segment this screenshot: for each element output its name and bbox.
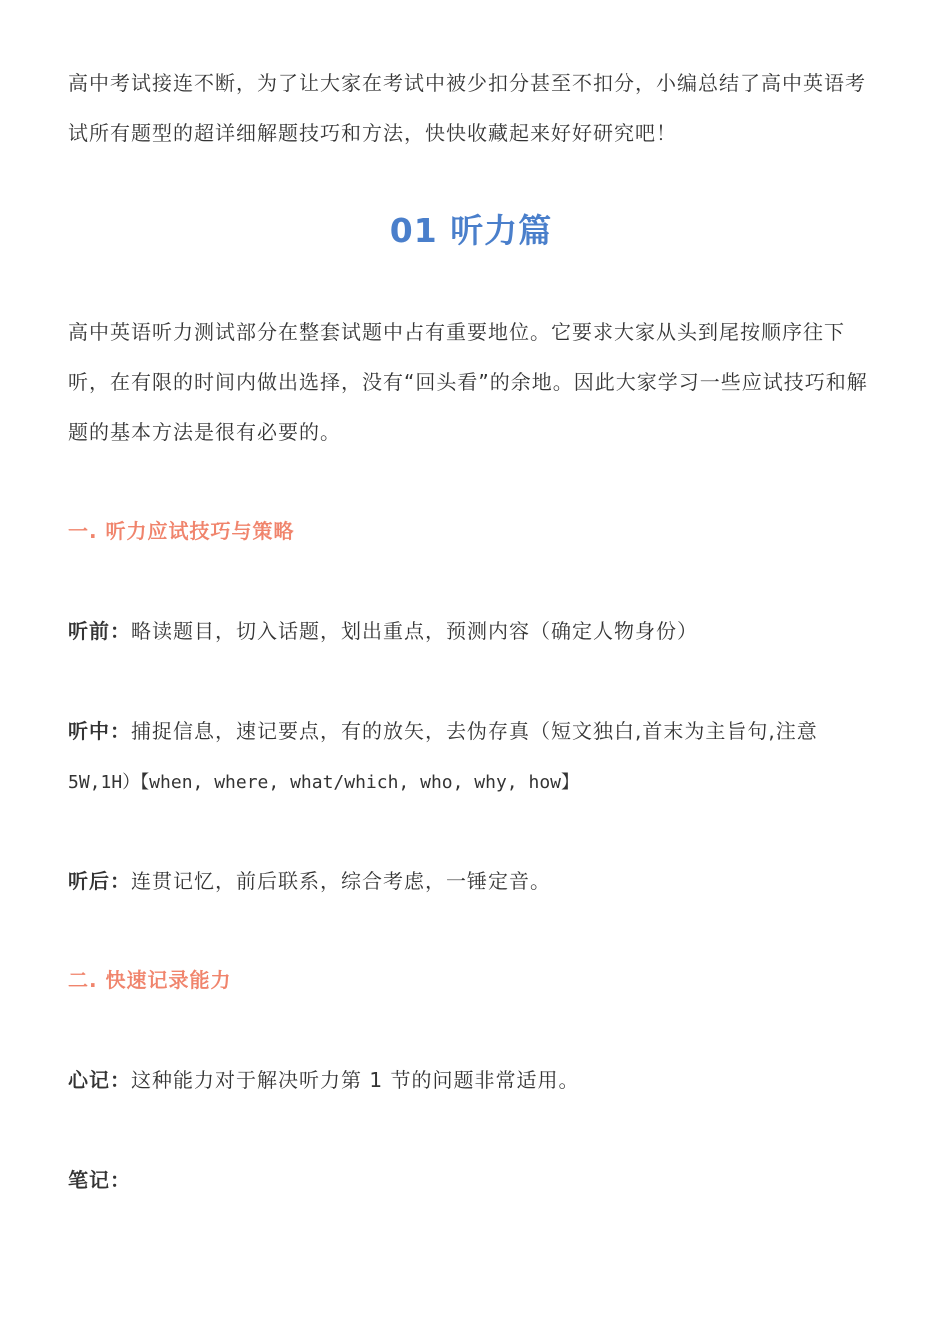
section-title-strategies: 一. 听力应试技巧与策略 xyxy=(68,519,295,543)
after-listening-label: 听后： xyxy=(68,869,131,893)
listening-intro-paragraph: 高中英语听力测试部分在整套试题中占有重要地位。它要求大家从头到尾按顺序往下听，在有限的时间内做出选择，没有“回头看”的余地。因此大家学习一些应试技巧和解题的基本方法是很有必要的。 xyxy=(68,320,868,444)
before-listening-text: 略读题目，切入话题，划出重点，预测内容（确定人物身份） xyxy=(131,619,698,643)
mind-note-item xyxy=(68,1055,874,1105)
written-note-label: 笔记： xyxy=(68,1168,131,1192)
section-title-quick-notes: 二. 快速记录能力 xyxy=(68,968,232,992)
after-listening-text: 连贯记忆，前后联系，综合考虑，一锤定音。 xyxy=(131,869,551,893)
mind-note-text: 这种能力对于解决听力第 1 节的问题非常适用。 xyxy=(131,1068,580,1092)
before-listening-label: 听前： xyxy=(68,619,131,643)
during-listening-item xyxy=(68,706,874,808)
written-note-item xyxy=(68,1155,874,1205)
during-listening-text: 捕捉信息，速记要点，有的放矢，去伪存真（短文独白,首末为主旨句,注意 xyxy=(131,719,818,743)
during-listening-label: 听中： xyxy=(68,719,131,743)
during-listening-text-cont: 5W,1H）【when, where, what/which, who, why, how】 xyxy=(68,772,579,793)
after-listening-item xyxy=(68,856,874,906)
section-heading-listening: 01 听力篇 xyxy=(389,211,553,250)
mind-note-label: 心记： xyxy=(68,1068,131,1092)
before-listening-item xyxy=(68,606,874,656)
intro-paragraph: 高中考试接连不断，为了让大家在考试中被少扣分甚至不扣分，小编总结了高中英语考试所有题型的超详细解题技巧和方法，快快收藏起来好好研究吧！ xyxy=(68,71,866,145)
